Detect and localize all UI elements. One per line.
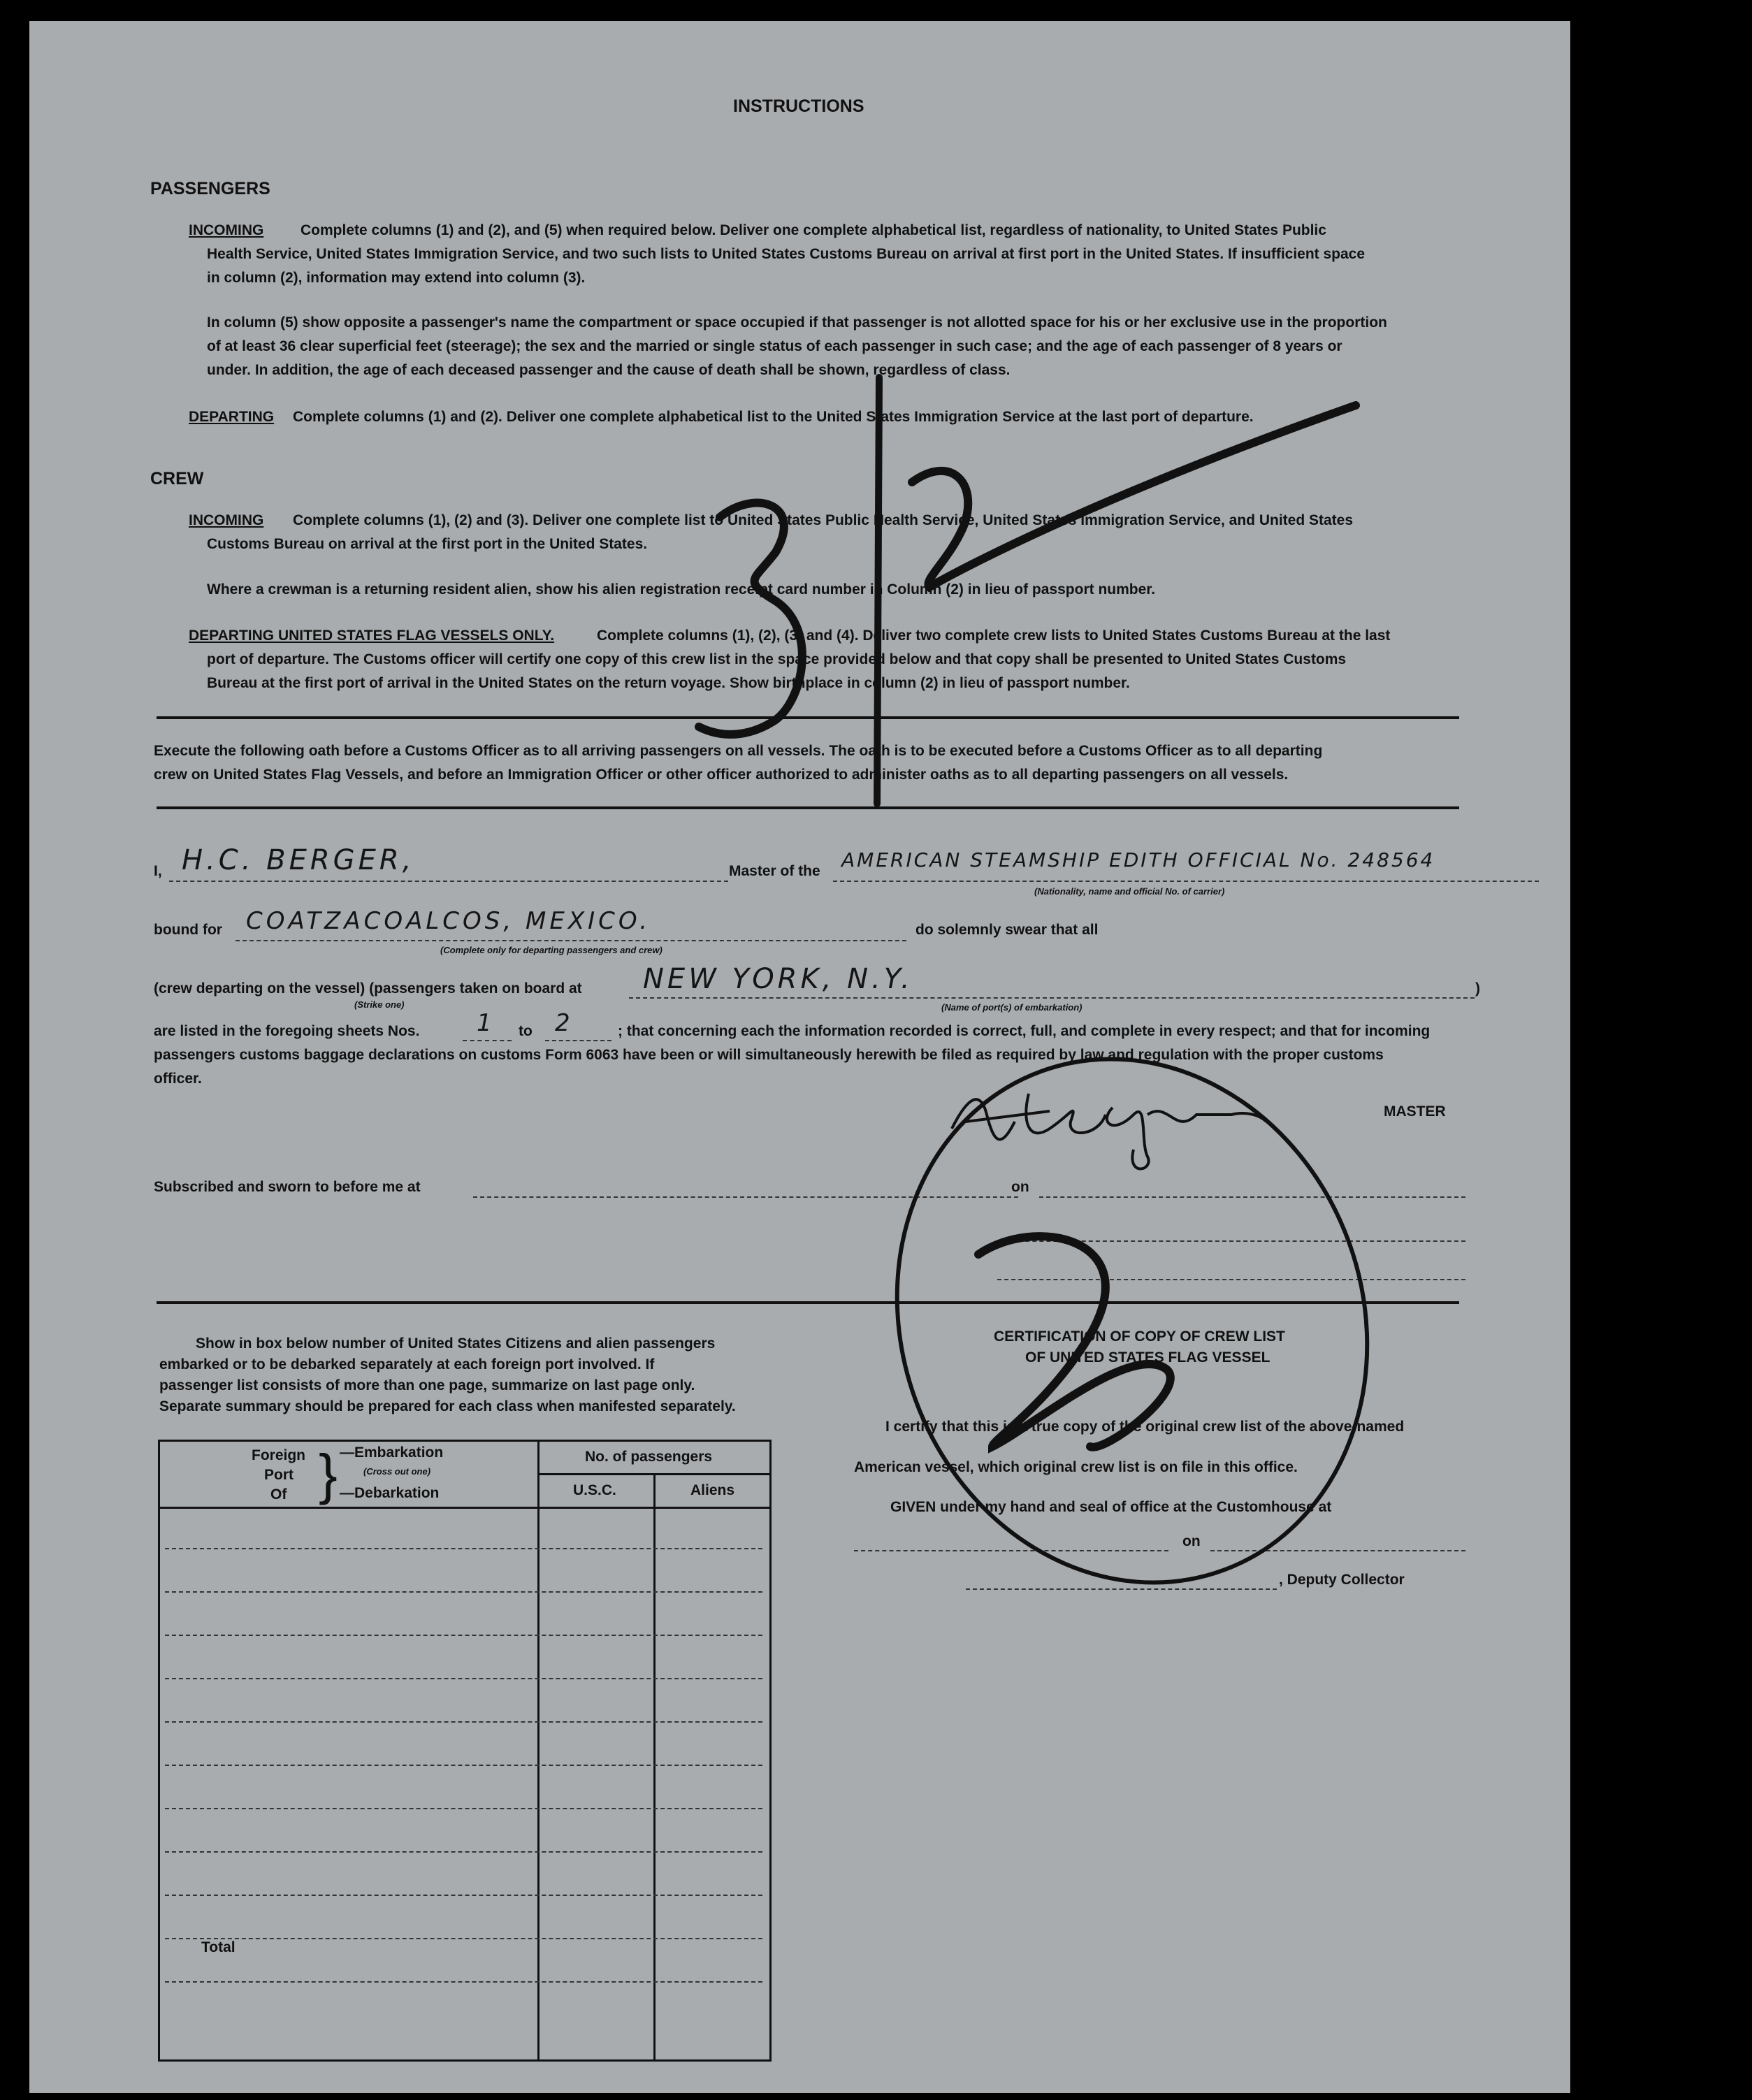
summary-text-2: embarked or to be debarked separately at each foreign port involved. If (159, 1356, 655, 1373)
crew-passengers-text: (crew departing on the vessel) (passengers taken on board at (154, 980, 582, 997)
brace-icon: } (319, 1443, 338, 1505)
port-caption: (Name of port(s) of embarkation) (941, 1002, 1083, 1013)
cross-out-caption: (Cross out one) (363, 1466, 431, 1477)
baggage-text: passengers customs baggage declarations on customs Form 6063 have been or will simultaneously herewith be filed as required by law and regulation with the proper customs (154, 1047, 1384, 1063)
col5-text-2: of at least 36 clear superficial feet (steerage); the sex and the married or single status of each passenger in such case; and the age of each passenger of 8 years or (207, 338, 1342, 354)
port-label: Port (264, 1467, 294, 1483)
col5-text-1: In column (5) show opposite a passenger's name the compartment or space occupied if that passenger is not allotted space for his or her exclusive use in the proportion (207, 314, 1387, 331)
passengers-incoming-text-2: Health Service, United States Immigration Service, and two such lists to United States Customs Bureau on arrival at first port in the United States. If insufficient space (207, 246, 1366, 262)
vessel-caption: (Nationality, name and official No. of carrier) (1034, 886, 1225, 897)
crew-incoming-text-1: Complete columns (1), (2) and (3). Deliver one complete list to United States Public Health Service, United States Immigration Service, and United States (293, 512, 1354, 528)
summary-text-3: passenger list consists of more than one page, summarize on last page only. (159, 1377, 695, 1393)
bound-for-destination: COATZACOALCOS, MEXICO. (246, 907, 651, 935)
oath-instruction-1: Execute the following oath before a Customs Officer as to all arriving passengers on all vessels. The oath is to be executed before a Customs Officer as to all departing (154, 743, 1323, 759)
sheets-text: ; that concerning each the information recorded is correct, full, and complete in every respect; and that for incoming (618, 1023, 1431, 1039)
sheet-mark-two (912, 405, 1356, 587)
usc-header: U.S.C. (573, 1482, 616, 1498)
bound-caption: (Complete only for departing passengers and crew) (440, 945, 663, 955)
master-name: H.C. BERGER, (182, 844, 415, 876)
certification-on-label: on (1182, 1533, 1201, 1549)
crew-departing-text-3: Bureau at the first port of arrival in the United States on the return voyage. Show birthplace in column (2) in lieu of passport number. (207, 675, 1130, 691)
circled-two-mark (978, 1236, 1171, 1447)
circle-mark (825, 992, 1440, 1649)
vessel-name: AMERICAN STEAMSHIP EDITH OFFICIAL No. 248564 (841, 848, 1435, 871)
oath-instruction-2: crew on United States Flag Vessels, and before an Immigration Officer or other officer authorized to administer oaths as to all departing passengers on all vessels. (154, 767, 1289, 783)
of-label: Of (270, 1486, 287, 1502)
master-label: MASTER (1384, 1103, 1446, 1120)
page-title: INSTRUCTIONS (733, 96, 864, 116)
strike-caption: (Strike one) (354, 999, 405, 1010)
foreign-label: Foreign (252, 1447, 305, 1463)
crew-incoming-label: INCOMING (189, 512, 264, 528)
close-paren: ) (1475, 980, 1480, 997)
aliens-header: Aliens (690, 1482, 735, 1498)
summary-text-4: Separate summary should be prepared for each class when manifested separately. (159, 1398, 736, 1414)
crew-incoming-text-2: Customs Bureau on arrival at the first port in the United States. (207, 536, 648, 552)
crew-departing-text-1: Complete columns (1), (2), (3) and (4). Deliver two complete crew lists to United States Customs Bureau at the last (597, 628, 1391, 644)
col5-text-3: under. In addition, the age of each deceased passenger and the cause of death shall be shown, regardless of class. (207, 362, 1011, 378)
passengers-departing-text: Complete columns (1) and (2). Deliver one complete alphabetical list to the United States Immigration Service at the last port of departure. (293, 409, 1254, 425)
certification-line-1: I certify that this is a true copy of the original crew list of the above-named (885, 1419, 1405, 1435)
subscribed-label: Subscribed and sworn to before me at (154, 1179, 421, 1195)
swear-text: do solemnly swear that all (915, 922, 1099, 938)
certification-line-2: American vessel, which original crew list is on file in this office. (854, 1459, 1298, 1475)
deputy-collector-label: , Deputy Collector (1279, 1572, 1405, 1588)
total-label: Total (201, 1939, 236, 1955)
certification-title-2: OF UNITED STATES FLAG VESSEL (1025, 1349, 1270, 1366)
crew-heading: CREW (150, 469, 204, 488)
to-label: to (519, 1023, 533, 1039)
sheets-label: are listed in the foregoing sheets Nos. (154, 1023, 420, 1039)
sheet-from: 1 (477, 1009, 495, 1037)
passengers-incoming-text-3: in column (2), information may extend into column (3). (207, 270, 586, 286)
embark-port: NEW YORK, N.Y. (643, 963, 913, 995)
passengers-heading: PASSENGERS (150, 179, 270, 198)
officer-text: officer. (154, 1071, 202, 1087)
bound-for-label: bound for (154, 922, 222, 938)
sheet-mark-slash (877, 377, 879, 804)
subscribed-on-label: on (1011, 1179, 1029, 1195)
sheet-to: 2 (555, 1009, 574, 1037)
passengers-departing-label: DEPARTING (189, 409, 275, 425)
sheet-mark-three (699, 503, 802, 734)
embarkation-label: —Embarkation (340, 1444, 444, 1461)
oath-i-label: I, (154, 863, 162, 879)
certification-title-1: CERTIFICATION OF COPY OF CREW LIST (994, 1328, 1285, 1345)
crew-departing-text-2: port of departure. The Customs officer will certify one copy of this crew list in the space provided below and that copy shall be presented to United States Customs (207, 651, 1347, 667)
master-of-label: Master of the (729, 863, 820, 879)
no-of-passengers-header: No. of passengers (585, 1449, 713, 1465)
crew-departing-label: DEPARTING UNITED STATES FLAG VESSELS ONLY. (189, 628, 555, 644)
summary-text-1: Show in box below number of United States Citizens and alien passengers (196, 1335, 716, 1352)
passengers-incoming-label: INCOMING (189, 222, 264, 238)
crew-resident-text: Where a crewman is a returning resident alien, show his alien registration receipt card number in Column (2) in lieu of passport number. (207, 581, 1156, 598)
debarkation-label: —Debarkation (340, 1485, 440, 1501)
certification-line-3: GIVEN under my hand and seal of office at the Customhouse at (890, 1499, 1332, 1515)
passengers-incoming-text-1: Complete columns (1) and (2), and (5) when required below. Deliver one complete alphabetical list, regardless of nationality, to United States Public (301, 222, 1326, 238)
